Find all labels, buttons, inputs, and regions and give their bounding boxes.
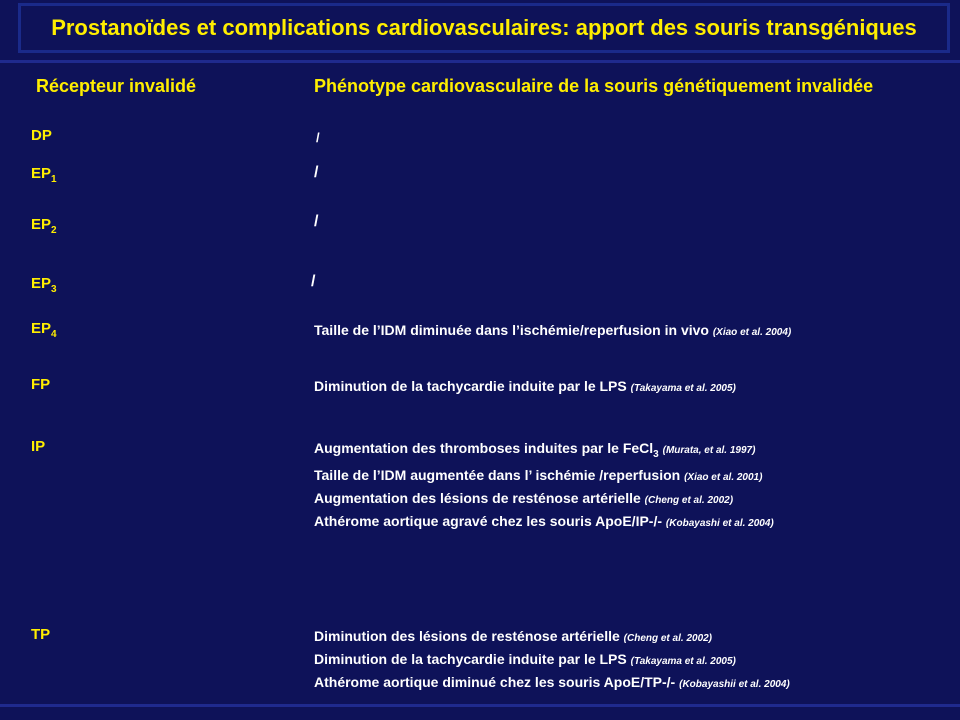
title-box — [18, 3, 950, 53]
phenotype-column-header: Phénotype cardiovasculaire de la souris génétiquement invalidée — [314, 76, 874, 96]
phenotype-line: Diminution des lésions de resténose artérielle (Cheng et al. 2002) — [314, 628, 713, 644]
slide-title: Prostanoïdes et complications cardiovasculaires: apport des souris transgéniques — [51, 15, 917, 40]
phenotype-fp — [314, 376, 736, 399]
receptor-dp: DP — [31, 127, 52, 144]
phenotype-line: Taille de l’IDM diminuée dans l’ischémie/reperfusion in vivo (Xiao et al. 2004) — [314, 322, 792, 338]
phenotype-ep3: / — [311, 273, 316, 290]
phenotype-line: Athérome aortique agravé chez les souris ApoE/IP-/- (Kobayashi et al. 2004) — [314, 512, 774, 529]
receptor-column-header: Récepteur invalidé — [36, 76, 197, 96]
phenotype-line: Diminution de la tachycardie induite par le LPS (Takayama et al. 2005) — [314, 378, 736, 394]
phenotype-line: Athérome aortique diminué chez les souris ApoE/TP-/- (Kobayashii et al. 2004) — [314, 674, 790, 690]
reference: (Takayama et al. 2005) — [630, 656, 736, 667]
phenotype-line: Diminution de la tachycardie induite par le LPS (Takayama et al. 2005) — [314, 651, 736, 667]
phenotype-line: Taille de l’IDM augmentée dans l’ ischémie /reperfusion (Xiao et al. 2001) — [314, 466, 763, 483]
phenotype-dp: / — [316, 130, 320, 145]
phenotype-tp — [314, 626, 790, 695]
phenotype-ep2: / — [314, 213, 319, 230]
phenotype-line: Augmentation des thromboses induites par le FeCl$_3$ (Murata, et al. 1997) — [314, 440, 756, 460]
reference: (Takayama et al. 2005) — [630, 383, 736, 394]
reference: (Kobayashii et al. 2004) — [679, 679, 790, 690]
reference: (Cheng et al. 2002) — [644, 494, 734, 506]
phenotype-ep4 — [314, 320, 791, 343]
reference: (Cheng et al. 2002) — [623, 633, 713, 644]
receptor-fp: FP — [31, 376, 51, 393]
receptor-ep1: $EP_1$ — [31, 165, 57, 185]
receptor-ep4: $EP_4$ — [31, 320, 57, 340]
reference: (Kobayashi et al. 2004) — [665, 517, 774, 529]
receptor-ip: IP — [31, 438, 46, 455]
reference: (Xiao et al. 2004) — [712, 327, 792, 338]
phenotype-ip — [314, 438, 774, 534]
reference: (Murata, et al. 1997) — [662, 445, 756, 456]
phenotype-ep1: / — [314, 164, 319, 181]
receptor-tp: TP — [31, 626, 51, 643]
top-divider — [0, 60, 960, 63]
bottom-divider — [0, 704, 960, 707]
reference: (Xiao et al. 2001) — [684, 471, 763, 483]
receptor-ep3: $EP_3$ — [31, 275, 57, 295]
phenotype-line: Augmentation des lésions de resténose artérielle (Cheng et al. 2002) — [314, 489, 734, 506]
receptor-ep2: $EP_2$ — [31, 216, 57, 236]
